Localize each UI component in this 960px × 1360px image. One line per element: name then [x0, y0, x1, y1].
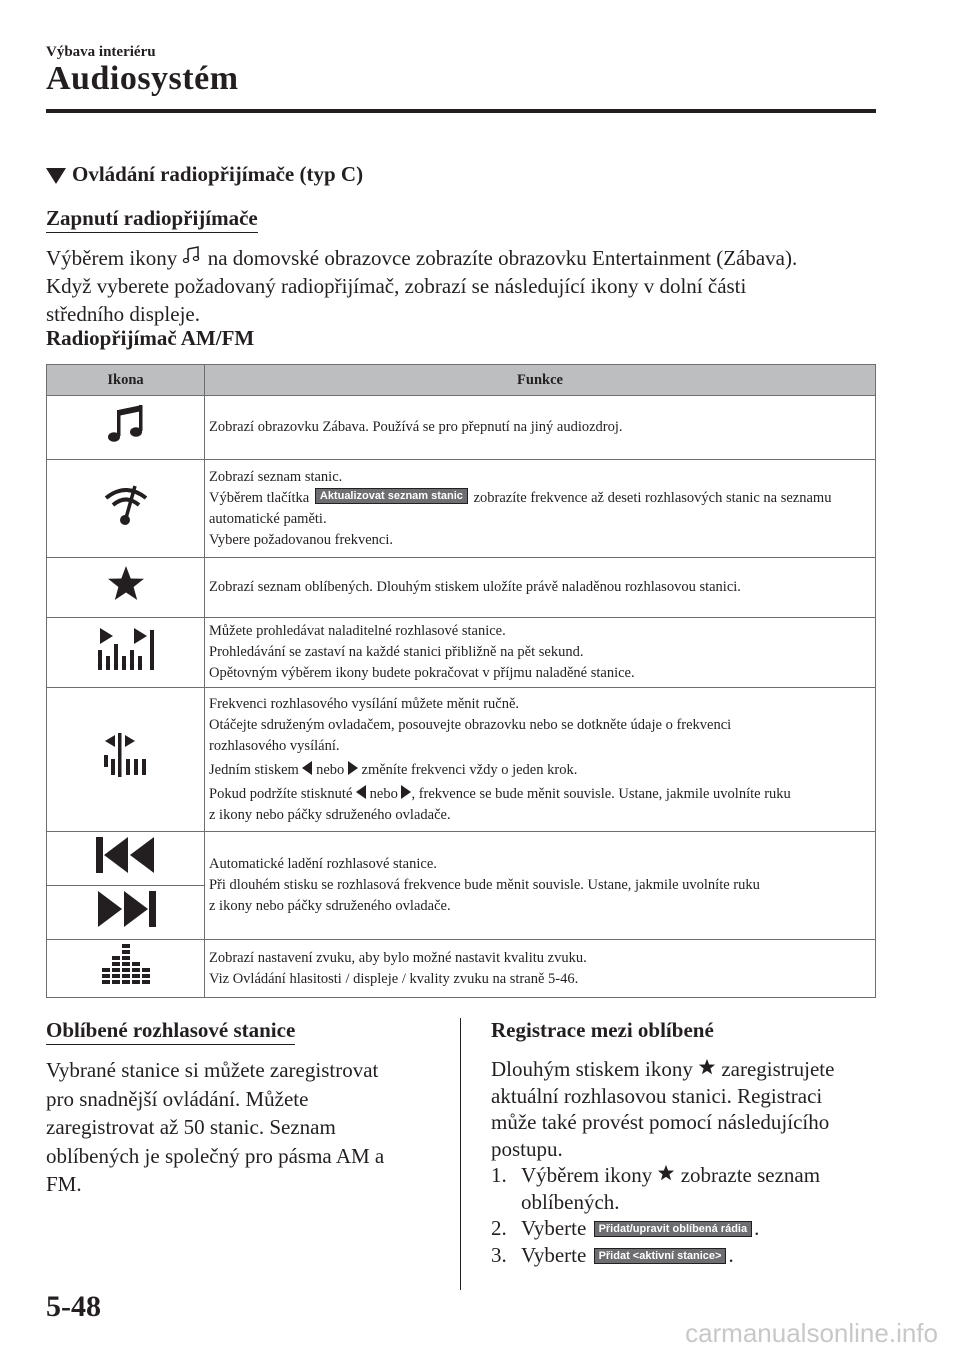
table-row: [47, 396, 876, 460]
icon-cell: [47, 886, 205, 940]
scan-icon: [96, 626, 156, 672]
function-cell: Zobrazí seznam oblíbených. Dlouhým stiskem uložíte právě naladěnou rozhlasovou stanici.: [205, 558, 876, 618]
desc-line: Viz Ovládání hlasitosti / displeje / kvality zvuku na straně 5-46.: [209, 970, 579, 987]
intro-line-3: středního displeje.: [46, 302, 200, 326]
paragraph-text: zaregistrujete: [721, 1057, 835, 1081]
table-row: [47, 940, 876, 998]
step-text: .: [728, 1242, 734, 1267]
triangle-left-icon: [356, 785, 366, 799]
table-row: [47, 618, 876, 688]
icon-cell: [47, 940, 205, 998]
desc-text: zobrazíte frekvence až deseti rozhlasových stanic na seznamu: [473, 489, 832, 506]
skip-forward-icon: [94, 889, 158, 929]
desc-line: z ikony nebo páčky sdruženého ovladače.: [209, 898, 451, 914]
step-line: [521, 1162, 820, 1189]
desc-text: Pokud podržíte stisknuté: [209, 785, 353, 802]
paragraph-line: postupu.: [491, 1136, 563, 1161]
register-paragraph: [491, 1056, 871, 1268]
paragraph-line: Vybrané stanice si můžete zaregistrovat: [46, 1058, 379, 1082]
paragraph-line: pro snadnější ovládání. Můžete: [46, 1086, 309, 1111]
icon-cell: [47, 618, 205, 688]
table-row: [47, 832, 876, 886]
add-edit-favorites-button: Přidat/upravit oblíbená rádia: [594, 1221, 753, 1237]
desc-line: Zobrazí seznam stanic.: [209, 468, 343, 485]
desc-line: Při dlouhém stisku se rozhlasová frekvence bude měnit souvisle. Ustane, jakmile uvolníte ruku: [209, 877, 760, 893]
desc-text: nebo: [369, 785, 398, 802]
subsection-title: [46, 162, 363, 187]
intro-paragraph: [46, 244, 886, 328]
list-item: [491, 1215, 871, 1242]
paragraph-line: zaregistrovat až 50 stanic. Seznam: [46, 1115, 336, 1139]
paragraph-line: aktuální rozhlasovou stanici. Registraci: [491, 1083, 823, 1108]
desc-text: Jedním stiskem: [209, 761, 299, 778]
star-inline-icon: [698, 1058, 716, 1076]
paragraph-text: Dlouhým stiskem ikony: [491, 1057, 693, 1081]
desc-text: nebo: [316, 761, 345, 778]
step-text: Výběrem ikony: [521, 1163, 653, 1187]
list-item: [491, 1162, 871, 1215]
icon-cell: [47, 558, 205, 618]
station-list-icon: [102, 482, 150, 528]
function-cell: [205, 832, 876, 940]
desc-line: Opětovným výběrem ikony budete pokračovat v příjmu naladěné stanice.: [209, 665, 635, 681]
intro-heading-wrap: [46, 206, 258, 231]
music-note-inline-icon: [182, 245, 202, 265]
subsection-title-text: Ovládání radiopřijímače (typ C): [72, 162, 364, 186]
desc-line: Automatické ladění rozhlasové stanice.: [209, 856, 437, 872]
desc-line: [209, 784, 871, 805]
desc-line: z ikony nebo páčky sdruženého ovladače.: [209, 806, 451, 823]
title-rule: [46, 109, 876, 113]
paragraph-line: FM.: [46, 1172, 82, 1196]
desc-line: [209, 488, 871, 509]
desc-line: Můžete prohledávat naladitelné rozhlasové stanice.: [209, 623, 506, 639]
function-cell: Zobrazí obrazovku Zábava. Používá se pro přepnutí na jiný audiozdroj.: [205, 396, 876, 460]
page-title: Audiosystém: [46, 60, 239, 97]
update-station-list-button: Aktualizovat seznam stanic: [315, 488, 468, 504]
desc-text: , frekvence se bude měnit souvisle. Ustane, jakmile uvolníte ruku: [411, 785, 791, 802]
step-number: 1.: [491, 1163, 507, 1187]
music-note-icon: [104, 402, 148, 446]
star-inline-icon: [657, 1164, 675, 1182]
table-heading: Radiopřijímač AM/FM: [46, 326, 255, 350]
intro-line-1a: Výběrem ikony: [46, 246, 178, 270]
page-number: 5-48: [46, 1290, 101, 1323]
watermark: carmanualsonline.info: [685, 1318, 938, 1348]
intro-line-1b: na domovské obrazovce zobrazíte obrazovku Entertainment (Zábava).: [207, 246, 798, 270]
icon-cell: [47, 460, 205, 558]
icon-cell: [47, 688, 205, 832]
desc-text: změníte frekvenci vždy o jeden krok.: [361, 761, 578, 778]
step-line: [521, 1215, 759, 1242]
desc-line: Prohledávání se zastaví na každé stanici přibližně na pět sekund.: [209, 644, 584, 660]
equalizer-icon: [98, 942, 154, 988]
triangle-left-icon: [302, 761, 312, 775]
table-row: [47, 558, 876, 618]
function-cell: [205, 940, 876, 998]
paragraph-line: oblíbených je společný pro pásma AM a: [46, 1143, 385, 1168]
desc-line: Vybere požadovanou frekvenci.: [209, 531, 393, 548]
paragraph-line: [491, 1056, 871, 1083]
step-line: [521, 1242, 734, 1269]
step-text: Vyberte: [521, 1216, 587, 1240]
icon-cell: [47, 396, 205, 460]
register-heading: Registrace mezi oblíbené: [491, 1018, 714, 1042]
skip-back-icon: [94, 835, 158, 875]
col-header-icon: Ikona: [47, 365, 205, 396]
desc-line: Otáčejte sdruženým ovladačem, posouvejte obrazovku nebo se dotkněte údaje o frekvenci: [209, 716, 732, 733]
triangle-down-icon: [46, 168, 66, 184]
desc-line: rozhlasového vysílání.: [209, 737, 340, 754]
favorites-heading: Oblíbené rozhlasové stanice: [46, 1018, 295, 1045]
star-icon: [106, 564, 146, 604]
step-text: Vyberte: [521, 1242, 587, 1267]
step-text: .: [754, 1216, 760, 1240]
triangle-right-icon: [401, 785, 411, 799]
step-line: oblíbených.: [521, 1189, 620, 1214]
col-header-function: Funkce: [205, 365, 876, 396]
icon-cell: [47, 832, 205, 886]
section-label: Výbava interiéru: [46, 44, 156, 60]
step-number: 3.: [491, 1242, 507, 1267]
step-number: 2.: [491, 1216, 507, 1240]
table-row: [47, 460, 876, 558]
paragraph-line: může také provést pomocí následujícího: [491, 1110, 830, 1134]
intro-heading: Zapnutí radiopřijímače: [46, 206, 258, 233]
table-row: [47, 688, 876, 832]
desc-text: Výběrem tlačítka: [209, 489, 310, 506]
favorites-heading-wrap: [46, 1018, 295, 1043]
intro-line-2: Když vyberete požadovaný radiopřijímač, zobrazí se následující ikony v dolní části: [46, 274, 747, 298]
intro-line-1: [46, 244, 886, 272]
column-divider: [460, 1018, 461, 1290]
table-header-row: [47, 365, 876, 396]
manual-tune-icon: [101, 733, 151, 779]
function-cell: [205, 618, 876, 688]
desc-line: automatické paměti.: [209, 510, 327, 527]
step-body: [521, 1162, 820, 1215]
list-item: [491, 1242, 871, 1269]
add-active-station-button: Přidat <aktivní stanice>: [594, 1248, 727, 1264]
function-cell: [205, 460, 876, 558]
favorites-paragraph: [46, 1056, 446, 1199]
desc-line: [209, 760, 871, 781]
desc-line: Frekvenci rozhlasového vysílání můžete měnit ručně.: [209, 695, 520, 712]
step-text: zobrazte seznam: [680, 1163, 821, 1187]
function-cell: [205, 688, 876, 832]
function-table: [46, 364, 876, 998]
triangle-right-icon: [348, 761, 358, 775]
desc-line: Zobrazí nastavení zvuku, aby bylo možné nastavit kvalitu zvuku.: [209, 949, 587, 966]
